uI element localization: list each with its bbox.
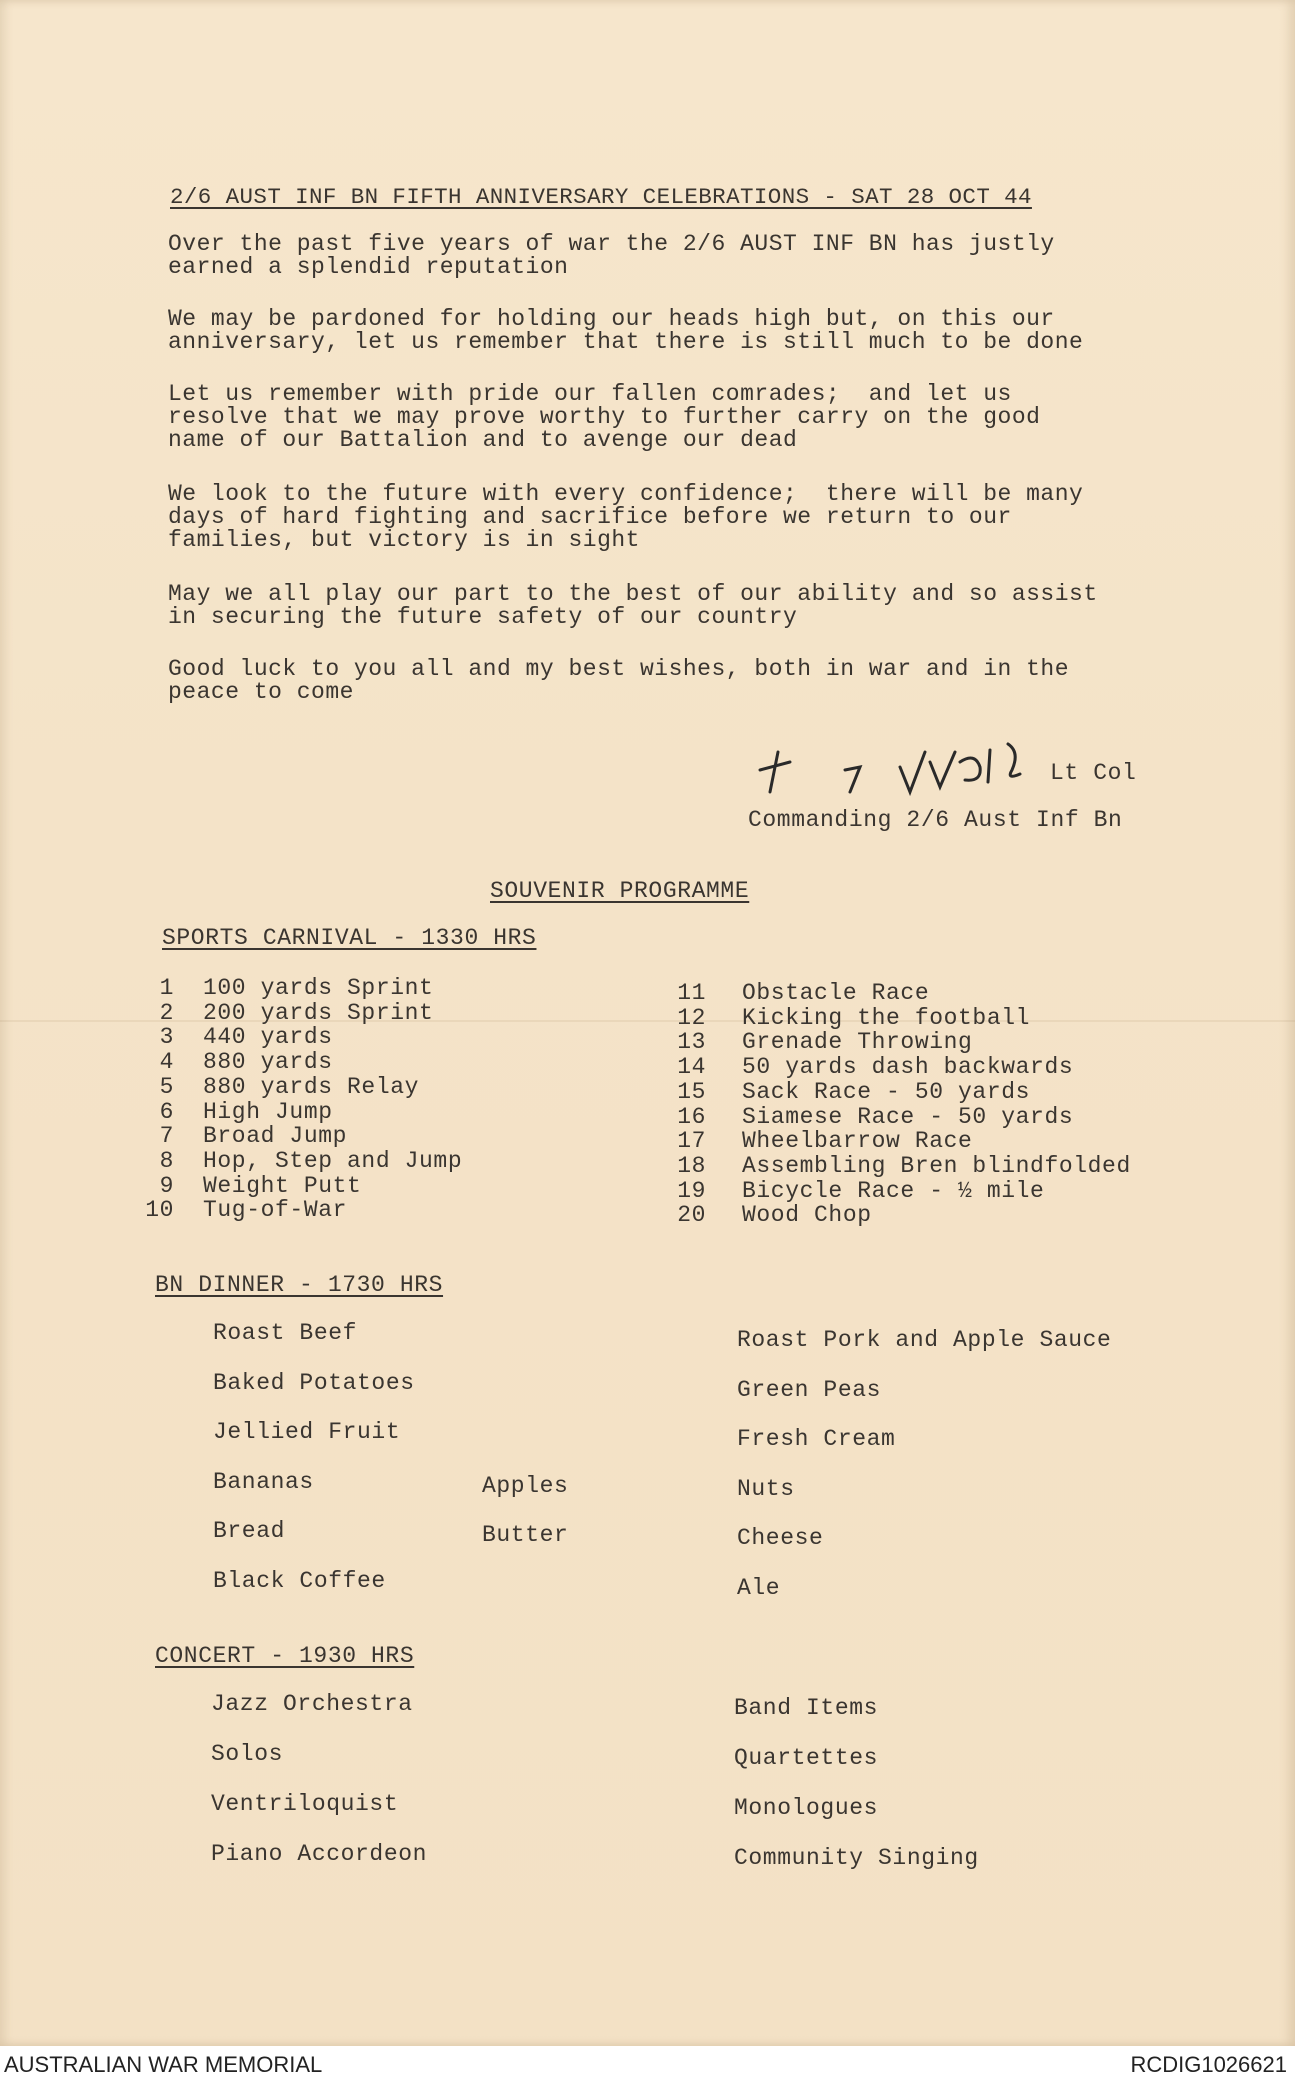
footer-record-id: RCDIG1026621 [1130,2052,1287,2077]
paragraph-line: families, but victory is in sight [168,527,640,553]
event-number: 18 [677,1152,706,1179]
concert-heading: CONCERT - 1930 HRS [155,1643,415,1669]
concert-item: Ventriloquist [211,1791,399,1817]
concert-item: Quartettes [734,1745,879,1771]
event-number: 7 [159,1123,174,1150]
event-number: 19 [677,1177,706,1204]
event-name: 100 yards Sprint [203,975,434,1001]
paragraph-line: anniversary, let us remember that there is still much to be done [168,329,1084,355]
concert-item: Monologues [734,1795,879,1821]
event-number: 9 [159,1172,174,1199]
menu-item: Roast Pork and Apple Sauce [737,1327,1112,1353]
menu-item: Ale [737,1574,781,1601]
menu-item: Jellied Fruit [213,1419,401,1445]
menu-item: Bananas [213,1468,314,1495]
paragraph-line: in securing the future safety of our country [168,604,798,630]
event-name: Wheelbarrow Race [742,1128,973,1155]
event-name: Assembling Bren blindfolded [742,1152,1131,1179]
menu-item: Apples [482,1472,569,1499]
document-heading: 2/6 AUST INF BN FIFTH ANNIVERSARY CELEBRATIONS - SAT 28 OCT 44 [170,184,1032,210]
event-name: Broad Jump [203,1123,348,1150]
event-number: 15 [677,1078,706,1105]
event-name: Siamese Race - 50 yards [742,1103,1074,1130]
event-name: Tug-of-War [203,1197,348,1224]
paragraph-line: We may be pardoned for holding our heads high but, on this our [168,306,1055,332]
menu-item: Cheese [737,1525,824,1551]
paragraph-line: days of hard fighting and sacrifice before we return to our [168,504,1012,530]
event-number: 6 [159,1098,174,1125]
paragraph-2 [168,308,1148,354]
event-name: Sack Race - 50 yards [742,1078,1031,1105]
event-name: 440 yards [203,1024,333,1051]
footer-institution: AUSTRALIAN WAR MEMORIAL [4,2052,323,2077]
event-number: 13 [677,1029,706,1056]
event-name: Kicking the football [742,1004,1031,1031]
paragraph-line: Over the past five years of war the 2/6 AUST INF BN has justly [168,231,1055,257]
paragraph-6 [168,658,1148,704]
event-name: Wood Chop [742,1202,872,1229]
menu-item: Black Coffee [213,1567,386,1594]
menu-item: Butter [482,1522,569,1548]
event-name: 880 yards Relay [203,1073,420,1100]
paragraph-line: earned a splendid reputation [168,254,569,280]
event-number: 5 [159,1073,174,1100]
event-name: Weight Putt [203,1172,362,1199]
event-number: 10 [145,1197,174,1224]
event-number: 8 [159,1147,174,1174]
concert-item: Band Items [734,1695,879,1721]
menu-item: Fresh Cream [737,1426,896,1452]
paragraph-line: name of our Battalion and to avenge our dead [168,427,798,453]
menu-item: Nuts [737,1475,795,1502]
concert-item: Solos [211,1741,284,1767]
event-number: 11 [677,980,706,1006]
paragraph-line: We look to the future with every confidence; there will be many [168,481,1084,507]
sports-heading: SPORTS CARNIVAL - 1330 HRS [162,925,537,951]
event-number: 1 [159,975,174,1001]
event-number: 3 [159,1024,174,1051]
event-number: 20 [677,1202,706,1229]
paragraph-3 [168,383,1148,452]
paper-fold [0,1020,1295,1022]
event-number: 4 [159,1049,174,1076]
paragraph-line: resolve that we may prove worthy to further carry on the good [168,404,1041,430]
menu-item: Baked Potatoes [213,1369,415,1396]
concert-item: Piano Accordeon [211,1841,428,1867]
menu-item: Roast Beef [213,1320,358,1346]
event-number: 12 [677,1004,706,1031]
event-name: 200 yards Sprint [203,999,434,1026]
programme-title: SOUVENIR PROGRAMME [490,878,750,904]
paragraph-line: Let us remember with pride our fallen comrades; and let us [168,381,1012,407]
archive-footer [0,2048,1295,2081]
event-name: Hop, Step and Jump [203,1147,463,1174]
event-name: Obstacle Race [742,980,930,1006]
paragraph-line: Good luck to you all and my best wishes, both in war and in the [168,656,1070,682]
event-name: Grenade Throwing [742,1029,973,1056]
event-name: Bicycle Race - ½ mile [742,1177,1045,1204]
event-name: 880 yards [203,1049,333,1076]
concert-item: Community Singing [734,1845,979,1871]
event-number: 14 [677,1054,706,1081]
event-number: 17 [677,1128,706,1155]
paragraph-1 [168,233,1148,279]
signatory-title: Commanding 2/6 Aust Inf Bn [748,807,1123,833]
signatory-rank: Lt Col [1050,760,1137,786]
paragraph-line: May we all play our part to the best of our ability and so assist [168,581,1098,607]
dinner-heading: BN DINNER - 1730 HRS [155,1272,444,1298]
event-number: 2 [159,999,174,1026]
paragraph-5 [168,583,1148,629]
menu-item: Bread [213,1518,286,1544]
event-name: 50 yards dash backwards [742,1054,1074,1081]
paragraph-4 [168,483,1148,552]
concert-item: Jazz Orchestra [211,1691,413,1717]
paragraph-line: peace to come [168,679,354,705]
event-name: High Jump [203,1098,333,1125]
event-number: 16 [677,1103,706,1130]
menu-item: Green Peas [737,1376,882,1403]
